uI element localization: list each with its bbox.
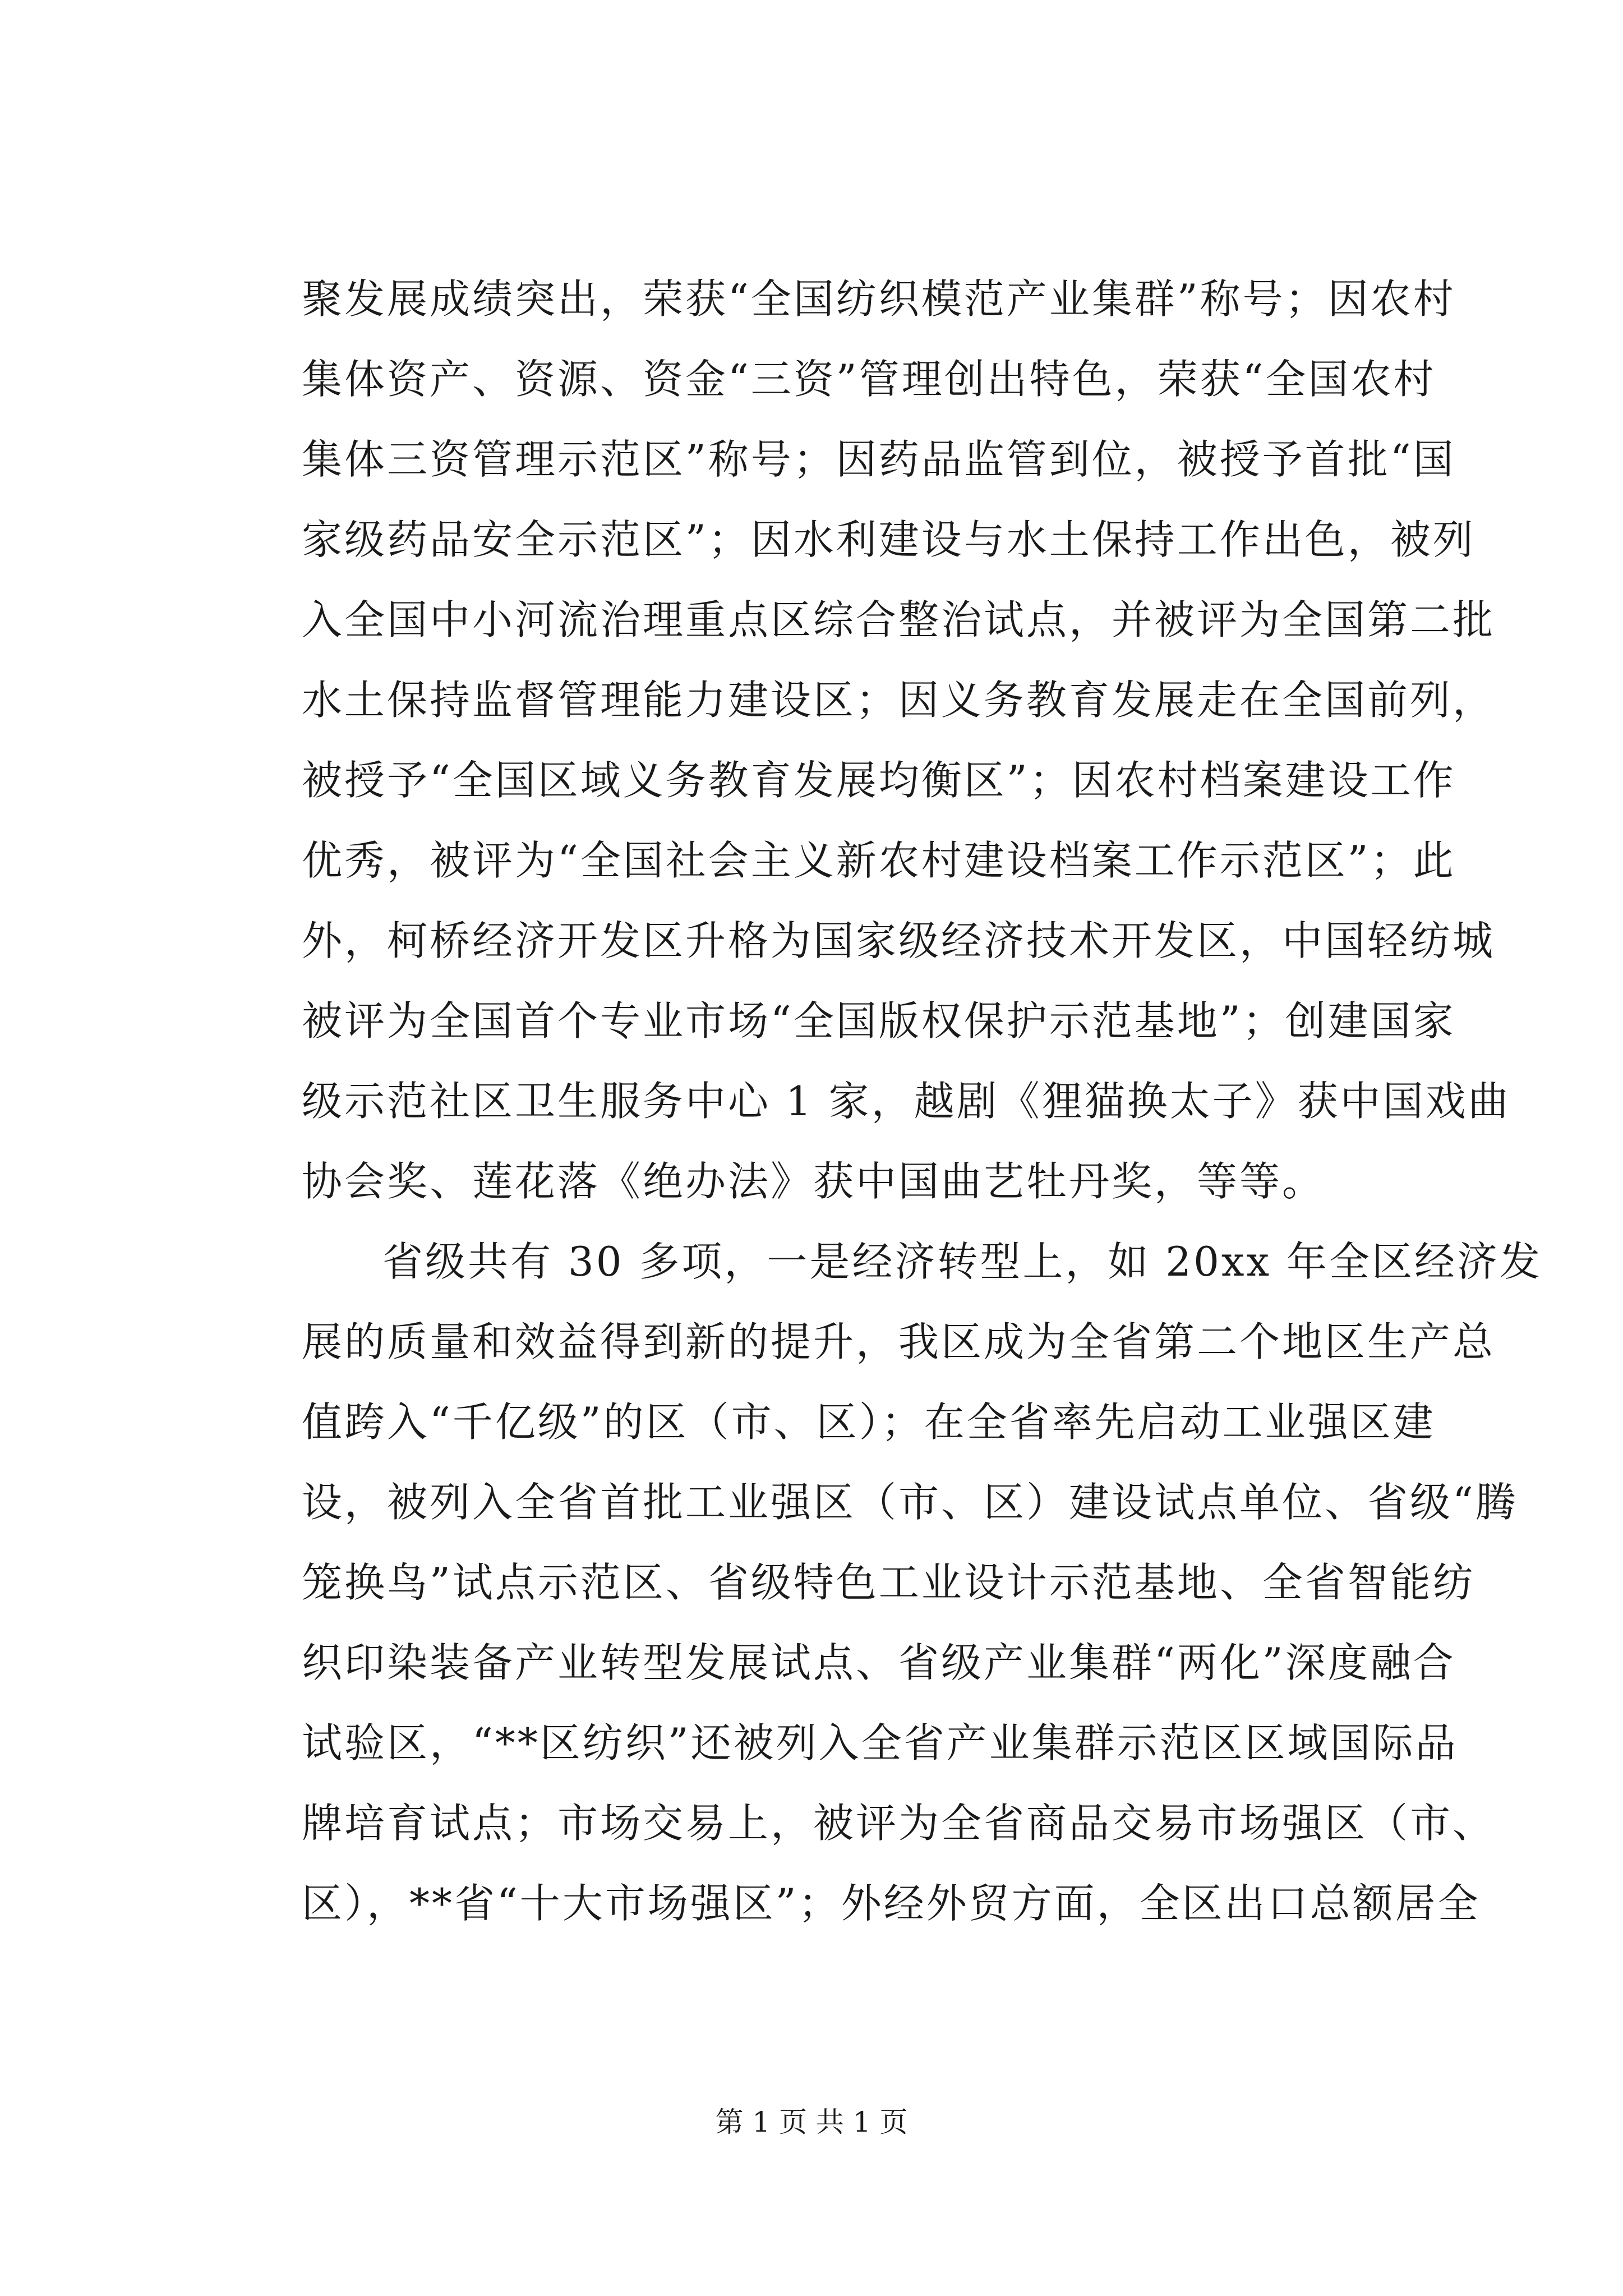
text-line: 设，被列入全省首批工业强区（市、区）建设试点单位、省级“腾	[302, 1479, 1518, 1526]
text-line: 牌培育试点；市场交易上，被评为全省商品交易市场强区（市、	[302, 1800, 1496, 1847]
text-line: 集体资产、资源、资金“三资”管理创出特色，荣获“全国农村	[302, 356, 1436, 403]
text-line: 级示范社区卫生服务中心 1 家，越剧《狸猫换太子》获中国戏曲	[302, 1078, 1511, 1125]
text-line: 区），**省“十大市场强区”；外经外贸方面，全区出口总额居全	[302, 1880, 1481, 1927]
text-line: 织印染装备产业转型发展试点、省级产业集群“两化”深度融合	[302, 1639, 1456, 1686]
text-line: 入全国中小河流治理重点区综合整治试点，并被评为全国第二批	[302, 596, 1496, 643]
text-line: 值跨入“千亿级”的区（市、区）；在全省率先启动工业强区建	[302, 1398, 1436, 1446]
text-line: 外，柯桥经济开发区升格为国家级经济技术开发区，中国轻纺城	[302, 917, 1496, 964]
text-line: 水土保持监督管理能力建设区；因义务教育发展走在全国前列，	[302, 677, 1496, 724]
text-line: 协会奖、莲花落《绝办法》获中国曲艺牡丹奖，等等。	[302, 1158, 1325, 1205]
text-line: 优秀，被评为“全国社会主义新农村建设档案工作示范区”；此	[302, 837, 1456, 884]
text-line: 被授予“全国区域义务教育发展均衡区”；因农村档案建设工作	[302, 757, 1456, 804]
text-line: 集体三资管理示范区”称号；因药品监管到位，被授予首批“国	[302, 436, 1456, 483]
text-line: 展的质量和效益得到新的提升，我区成为全省第二个地区生产总	[302, 1318, 1496, 1365]
paragraph-first-line: 省级共有 30 多项，一是经济转型上，如 20xx 年全区经济发	[382, 1238, 1542, 1285]
text-line: 聚发展成绩突出，荣获“全国纺织模范产业集群”称号；因农村	[302, 275, 1456, 323]
text-line: 被评为全国首个专业市场“全国版权保护示范基地”；创建国家	[302, 997, 1456, 1045]
page-number-footer: 第 1 页 共 1 页	[715, 2106, 908, 2138]
text-line: 笼换鸟”试点示范区、省级特色工业设计示范基地、全省智能纺	[302, 1559, 1476, 1606]
document-body	[302, 259, 1542, 1944]
text-line: 试验区，“**区纺织”还被列入全省产业集群示范区区域国际品	[302, 1719, 1458, 1766]
text-line: 家级药品安全示范区”；因水利建设与水土保持工作出色，被列	[302, 516, 1476, 563]
